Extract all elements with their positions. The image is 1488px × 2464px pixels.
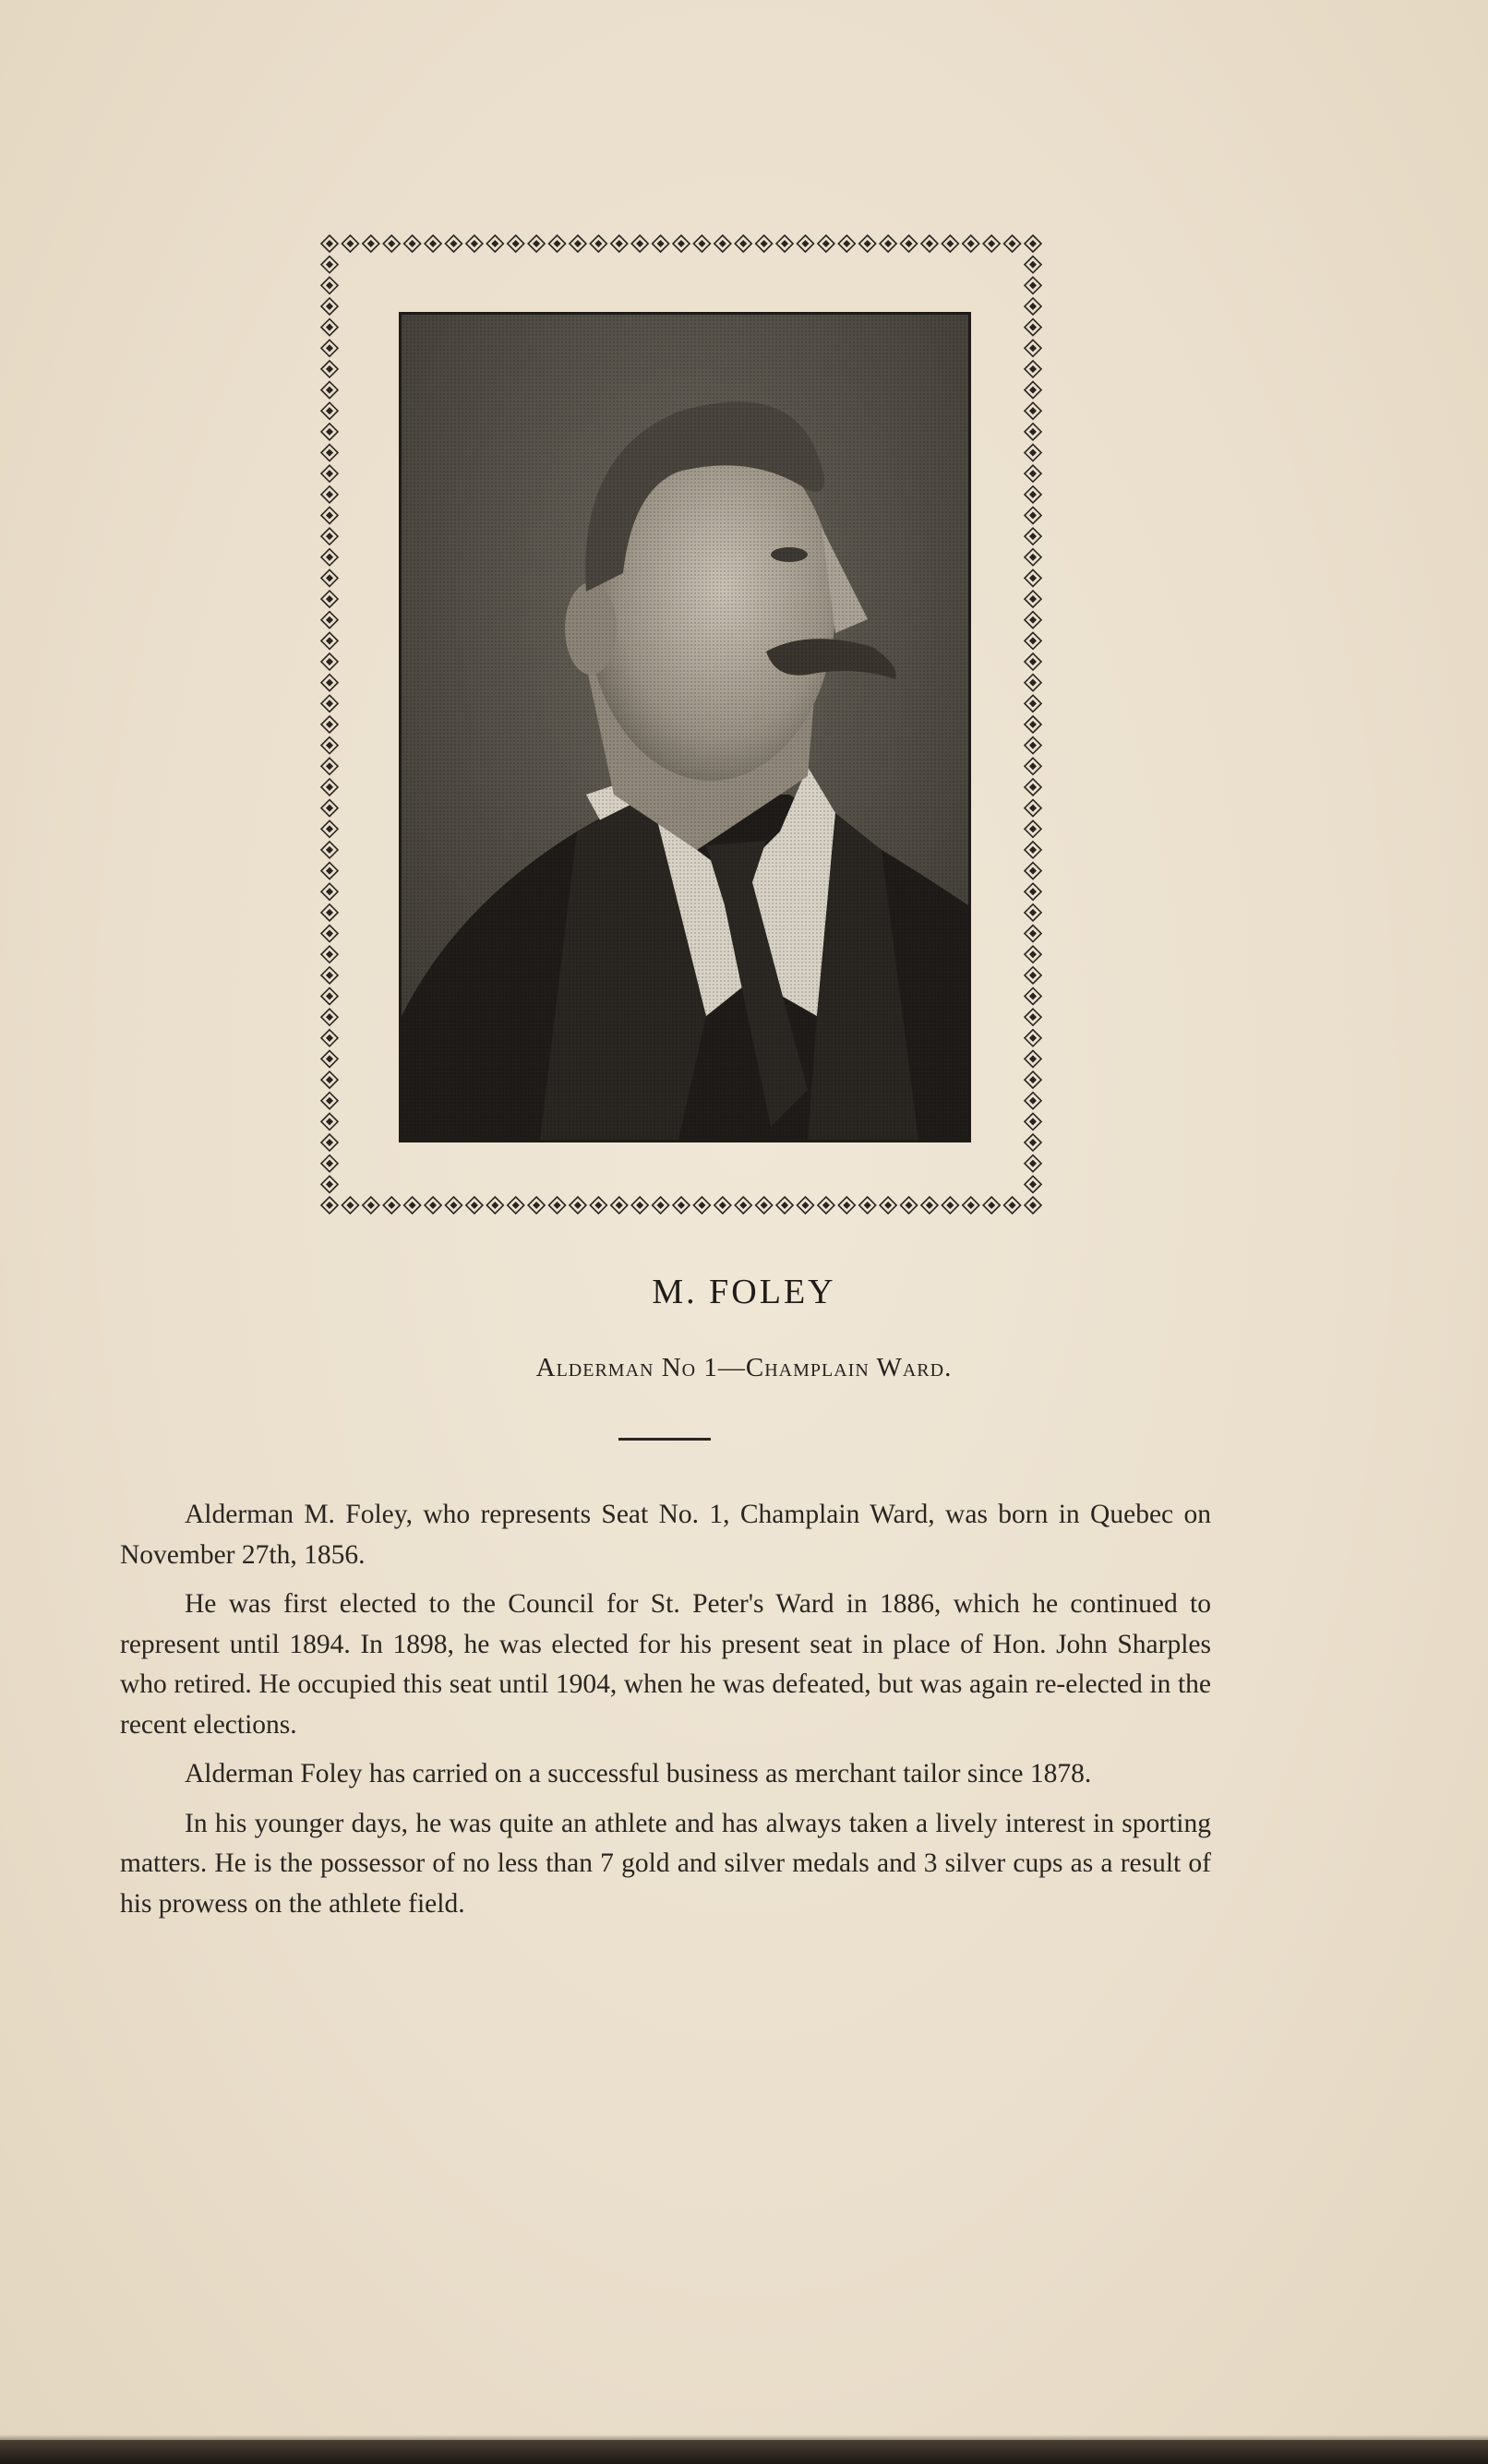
diamond-ornament xyxy=(342,235,358,252)
diamond-ornament xyxy=(1025,277,1041,293)
diamond-ornament xyxy=(1025,235,1041,252)
diamond-ornament xyxy=(321,904,338,921)
diamond-ornament xyxy=(1025,528,1041,544)
diamond-ornament xyxy=(714,235,731,252)
diamond-ornament xyxy=(404,235,421,252)
diamond-ornament xyxy=(797,1197,813,1214)
diamond-ornament xyxy=(321,1155,338,1172)
diamond-ornament xyxy=(590,235,606,252)
diamond-ornament xyxy=(321,507,338,523)
diamond-ornament xyxy=(321,675,338,691)
diamond-ornament xyxy=(445,1197,462,1214)
diamond-ornament xyxy=(321,653,338,670)
diamond-ornament xyxy=(1025,612,1041,628)
diamond-ornament xyxy=(383,235,400,252)
diamond-ornament xyxy=(321,820,338,837)
diamond-ornament xyxy=(321,465,338,482)
diamond-ornament xyxy=(321,842,338,858)
diamond-ornament xyxy=(1025,1009,1041,1025)
diamond-ornament xyxy=(321,361,338,377)
diamond-ornament xyxy=(321,967,338,984)
diamond-ornament xyxy=(321,612,338,628)
biography-text xyxy=(120,1495,1211,1933)
diamond-ornament xyxy=(611,235,628,252)
diamond-ornament xyxy=(1025,361,1041,377)
diamond-ornament xyxy=(321,883,338,900)
diamond-ornament xyxy=(921,1197,938,1214)
diamond-ornament xyxy=(776,235,793,252)
diamond-ornament xyxy=(1025,820,1041,837)
diamond-ornament xyxy=(508,235,524,252)
office-subtitle: Alderman No 1—Champlain Ward. xyxy=(535,1353,953,1382)
diamond-ornament xyxy=(859,1197,876,1214)
diamond-ornament xyxy=(653,235,669,252)
diamond-ornament xyxy=(321,445,338,461)
diamond-ornament xyxy=(321,863,338,879)
diamond-ornament xyxy=(321,340,338,356)
diamond-ornament xyxy=(1025,695,1041,712)
diamond-ornament xyxy=(549,1197,566,1214)
diamond-ornament xyxy=(693,1197,710,1214)
diamond-ornament xyxy=(321,1134,338,1151)
paragraph: Alderman Foley has carried on a successful business as merchant tailor since 1878. xyxy=(185,1759,1092,1788)
diamond-ornament xyxy=(321,257,338,273)
diamond-ornament xyxy=(321,382,338,399)
diamond-ornament xyxy=(1025,800,1041,817)
diamond-ornament xyxy=(342,1197,358,1214)
diamond-ornament xyxy=(1025,465,1041,482)
diamond-ornament xyxy=(466,1197,483,1214)
diamond-ornament xyxy=(1025,863,1041,879)
diamond-ornament xyxy=(363,235,379,252)
diamond-ornament xyxy=(1025,319,1041,336)
diamond-ornament xyxy=(1025,758,1041,774)
diamond-ornament xyxy=(528,235,545,252)
diamond-ornament xyxy=(1025,445,1041,461)
diamond-ornament xyxy=(1025,1071,1041,1088)
diamond-ornament xyxy=(1025,1030,1041,1047)
diamond-ornament xyxy=(735,235,751,252)
diamond-ornament xyxy=(1025,382,1041,399)
diamond-ornament xyxy=(1025,507,1041,523)
diamond-ornament xyxy=(653,1197,669,1214)
diamond-ornament xyxy=(321,1030,338,1047)
diamond-ornament xyxy=(528,1197,545,1214)
diamond-ornament xyxy=(1025,926,1041,942)
diamond-ornament xyxy=(1025,842,1041,858)
diamond-ornament xyxy=(549,235,566,252)
diamond-ornament xyxy=(1025,1197,1041,1214)
diamond-ornament xyxy=(321,779,338,795)
person-name: M. FOLEY xyxy=(652,1273,836,1311)
divider-rule xyxy=(618,1438,711,1441)
diamond-ornament xyxy=(321,1176,338,1192)
diamond-ornament xyxy=(321,319,338,336)
diamond-ornament xyxy=(880,1197,896,1214)
diamond-ornament xyxy=(756,235,773,252)
diamond-ornament xyxy=(1025,946,1041,963)
paragraph: He was first elected to the Council for St. Peter's Ward in 1886, which he continued to represent until 1894. In 1898, he was elected for his present seat in place of Hon. John Sharples who retired. He occupied this seat until 1904, when he was defeated, but was again re-elected in the recent elections. xyxy=(120,1589,1211,1740)
diamond-ornament xyxy=(797,235,813,252)
portrait-photograph xyxy=(399,312,971,1142)
diamond-ornament xyxy=(570,235,586,252)
diamond-ornament xyxy=(486,235,503,252)
diamond-ornament xyxy=(942,1197,958,1214)
diamond-ornament xyxy=(321,569,338,586)
diamond-ornament xyxy=(983,1197,1000,1214)
diamond-ornament xyxy=(321,424,338,440)
diamond-ornament xyxy=(570,1197,586,1214)
diamond-ornament xyxy=(383,1197,400,1214)
diamond-ornament xyxy=(1025,737,1041,754)
diamond-ornament xyxy=(321,1197,338,1214)
diamond-ornament xyxy=(1025,653,1041,670)
diamond-ornament xyxy=(942,235,958,252)
diamond-ornament xyxy=(1025,632,1041,649)
diamond-ornament xyxy=(1025,883,1041,900)
diamond-ornament xyxy=(425,235,441,252)
diamond-ornament xyxy=(963,1197,979,1214)
diamond-ornament xyxy=(756,1197,773,1214)
diamond-ornament xyxy=(321,486,338,503)
diamond-ornament xyxy=(1025,424,1041,440)
diamond-ornament xyxy=(590,1197,606,1214)
diamond-ornament xyxy=(1025,1113,1041,1130)
diamond-ornament xyxy=(631,235,648,252)
diamond-ornament xyxy=(404,1197,421,1214)
diamond-ornament xyxy=(321,1009,338,1025)
diamond-ornament xyxy=(963,235,979,252)
diamond-ornament xyxy=(921,235,938,252)
diamond-ornament xyxy=(859,235,876,252)
paragraph: Alderman M. Foley, who represents Seat No. 1, Champlain Ward, was born in Quebec on November 27th, 1856. xyxy=(120,1500,1211,1570)
diamond-ornament xyxy=(321,235,338,252)
diamond-ornament xyxy=(321,1093,338,1109)
diamond-ornament xyxy=(1025,402,1041,419)
diamond-ornament xyxy=(508,1197,524,1214)
diamond-ornament xyxy=(321,1050,338,1067)
diamond-ornament xyxy=(321,800,338,817)
diamond-ornament xyxy=(673,1197,690,1214)
diamond-ornament xyxy=(1025,1093,1041,1109)
diamond-ornament xyxy=(486,1197,503,1214)
diamond-ornament xyxy=(1025,1155,1041,1172)
diamond-ornament xyxy=(673,235,690,252)
diamond-ornament xyxy=(1025,298,1041,315)
diamond-ornament xyxy=(1025,340,1041,356)
diamond-ornament xyxy=(693,235,710,252)
diamond-ornament xyxy=(425,1197,441,1214)
diamond-ornament xyxy=(1025,591,1041,607)
diamond-ornament xyxy=(714,1197,731,1214)
diamond-ornament xyxy=(1025,779,1041,795)
diamond-ornament xyxy=(321,737,338,754)
diamond-ornament xyxy=(321,298,338,315)
diamond-ornament xyxy=(321,402,338,419)
diamond-ornament xyxy=(631,1197,648,1214)
diamond-ornament xyxy=(901,1197,918,1214)
diamond-ornament xyxy=(818,1197,834,1214)
page-bottom-edge xyxy=(0,2440,1488,2464)
diamond-ornament xyxy=(1025,1134,1041,1151)
diamond-ornament xyxy=(880,235,896,252)
diamond-ornament xyxy=(1025,675,1041,691)
diamond-ornament xyxy=(1025,257,1041,273)
diamond-ornament xyxy=(611,1197,628,1214)
diamond-ornament xyxy=(1025,1050,1041,1067)
diamond-ornament xyxy=(1004,1197,1021,1214)
diamond-ornament xyxy=(1004,235,1021,252)
diamond-ornament xyxy=(321,695,338,712)
diamond-ornament xyxy=(321,946,338,963)
diamond-ornament xyxy=(901,235,918,252)
diamond-ornament xyxy=(321,1113,338,1130)
diamond-ornament xyxy=(735,1197,751,1214)
diamond-ornament xyxy=(321,926,338,942)
diamond-ornament xyxy=(321,987,338,1004)
diamond-ornament xyxy=(321,528,338,544)
diamond-ornament xyxy=(321,549,338,566)
diamond-ornament xyxy=(321,758,338,774)
diamond-ornament xyxy=(321,277,338,293)
diamond-ornament xyxy=(1025,967,1041,984)
diamond-ornament xyxy=(838,235,855,252)
diamond-ornament xyxy=(1025,549,1041,566)
diamond-ornament xyxy=(363,1197,379,1214)
diamond-ornament xyxy=(1025,716,1041,733)
diamond-ornament xyxy=(321,716,338,733)
diamond-ornament xyxy=(983,235,1000,252)
diamond-ornament xyxy=(838,1197,855,1214)
diamond-ornament xyxy=(1025,1176,1041,1192)
diamond-ornament xyxy=(1025,486,1041,503)
diamond-ornament xyxy=(1025,987,1041,1004)
diamond-ornament xyxy=(1025,569,1041,586)
diamond-ornament xyxy=(321,632,338,649)
paragraph: In his younger days, he was quite an athlete and has always taken a lively interest in sporting matters. He is the possessor of no less than 7 gold and silver medals and 3 silver cups as a result of his prowess on the athlete field. xyxy=(120,1808,1211,1919)
diamond-ornament xyxy=(1025,904,1041,921)
diamond-ornament xyxy=(466,235,483,252)
diamond-ornament xyxy=(818,235,834,252)
diamond-ornament xyxy=(776,1197,793,1214)
diamond-ornament xyxy=(321,591,338,607)
diamond-ornament xyxy=(321,1071,338,1088)
diamond-ornament xyxy=(445,235,462,252)
